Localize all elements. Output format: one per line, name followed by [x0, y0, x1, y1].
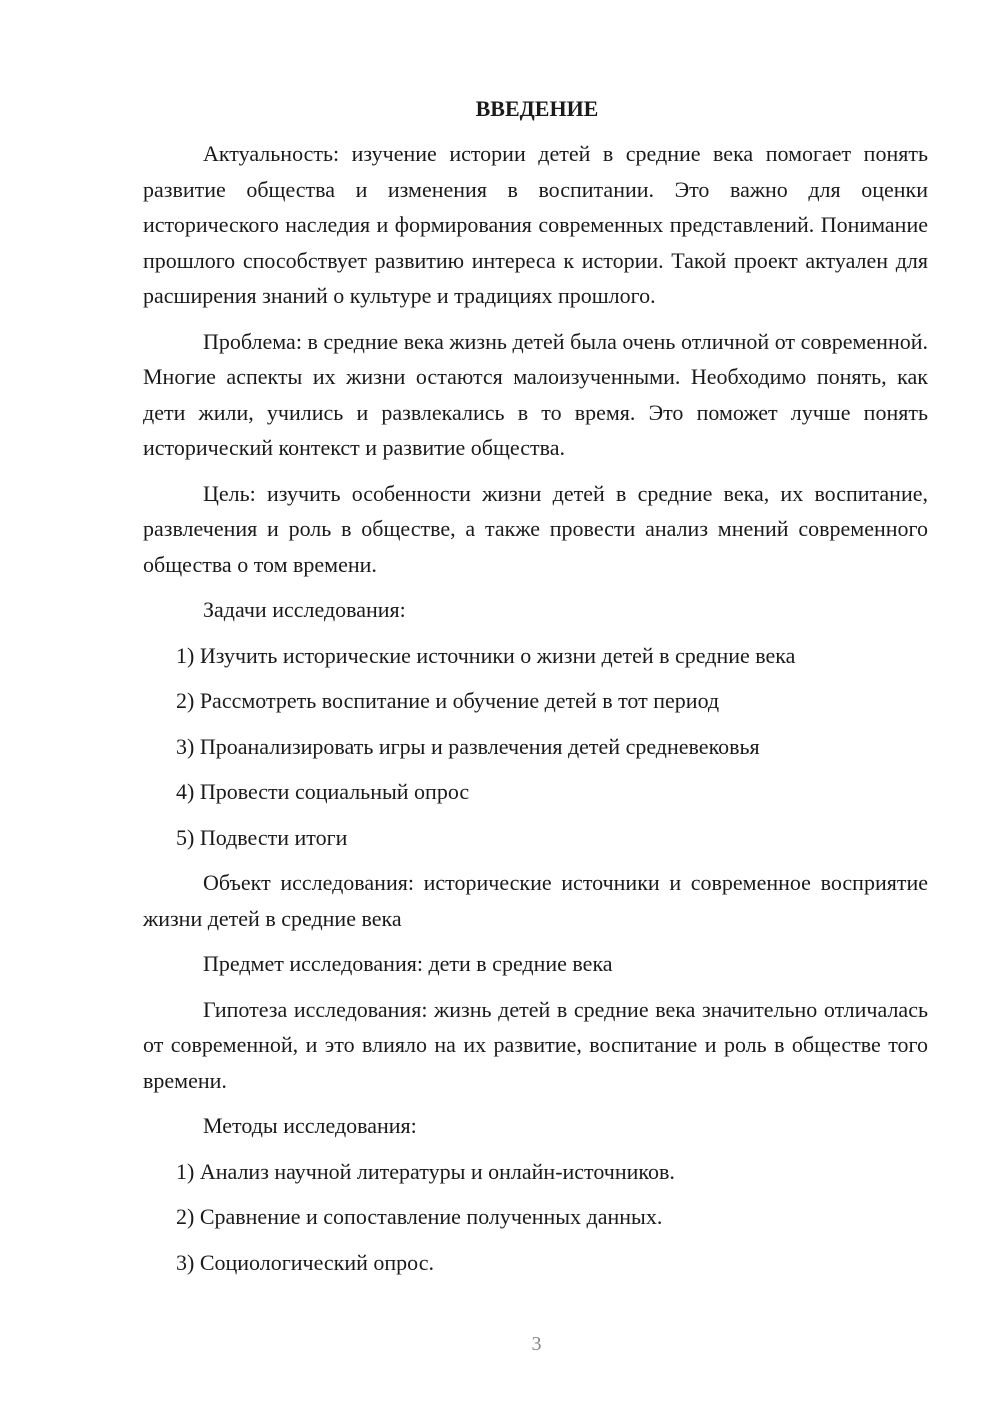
task-item: 4) Провести социальный опрос	[176, 779, 470, 804]
task-item: 5) Подвести итоги	[176, 824, 348, 850]
object-paragraph: Объект исследования: исторические источники и современное восприятие жизни детей в средние века	[143, 870, 928, 931]
task-item: 1) Изучить исторические источники о жизни детей в средние века	[176, 642, 796, 668]
problem-paragraph: Проблема: в средние века жизнь детей была очень отличной от современной. Многие аспекты их жизни остаются малоизученными. Необходимо понять, как дети жили, учились и развлекались в то время. Это поможет лучше понять исторический контекст и развитие общества.	[143, 328, 928, 460]
page-number: 3	[531, 1333, 542, 1355]
task-item: 3) Проанализировать игры и развлечения детей средневековья	[176, 733, 760, 759]
hypothesis-paragraph: Гипотеза исследования: жизнь детей в средние века значительно отличалась от современной, и это влияло на их развитие, воспитание и роль в обществе того времени.	[143, 996, 928, 1093]
method-item: 1) Анализ научной литературы и онлайн-источников.	[176, 1158, 675, 1184]
task-item: 2) Рассмотреть воспитание и обучение детей в тот период	[176, 688, 720, 713]
tasks-heading: Задачи исследования:	[203, 597, 406, 622]
method-item: 2) Сравнение и сопоставление полученных данных.	[176, 1204, 663, 1229]
methods-list	[143, 1154, 928, 1281]
goal-paragraph: Цель: изучить особенности жизни детей в средние века, их воспитание, развлечения и роль в обществе, а также провести анализ мнений современного общества о том времени.	[143, 480, 928, 577]
document-page	[143, 92, 928, 1290]
tasks-list	[143, 638, 928, 856]
method-item: 3) Социологический опрос.	[176, 1249, 434, 1275]
relevance-paragraph: Актуальность: изучение истории детей в средние века помогает понять развитие общества и изменения в воспитании. Это важно для оценки исторического наследия и формирования современных представлений. Понимание прошлого способствует развитию интереса к истории. Такой проект актуален для расширения знаний о культуре и традициях прошлого.	[143, 141, 928, 308]
subject-paragraph: Предмет исследования: дети в средние века	[203, 951, 613, 976]
methods-heading: Методы исследования:	[203, 1113, 417, 1138]
page-title: ВВЕДЕНИЕ	[475, 96, 599, 121]
